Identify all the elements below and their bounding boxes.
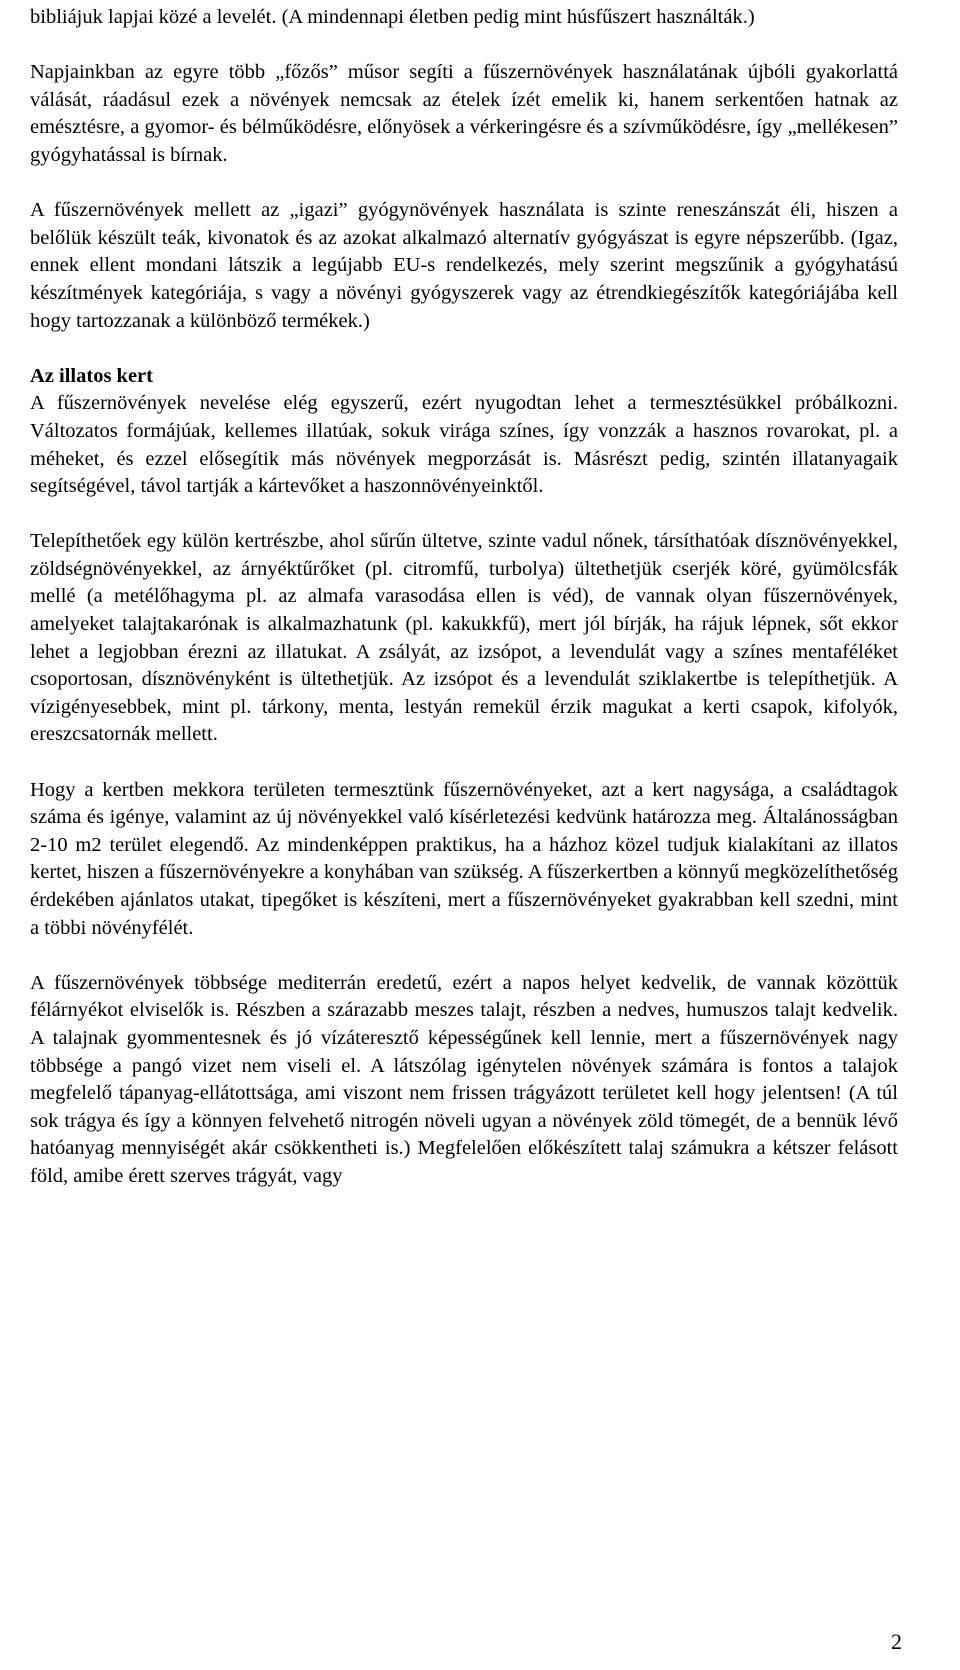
section-heading: Az illatos kert (30, 364, 153, 387)
paragraph-cooking-shows: Napjainkban az egyre több „főzős” műsor segíti a fűszernövények használatának újbóli gyakorlattá válását, ráadásul ezek a növények nemcsak az ételek ízét emelik ki, hanem serkentően hatnak az emésztésre, a gyomor- és bélműködésre, előnyösek a vérkeringésre és a szívműködésre, így „mellékesen” gyógyhatással is bírnak. (30, 61, 898, 166)
paragraph-planting: Telepíthetőek egy külön kertrészbe, ahol sűrűn ültetve, szinte vadul nőnek, társíthatóak dísznövényekkel, zöldségnövényekkel, az árnyéktűrőket (pl. citromfű, turbolya) ültethetjük cserjék köré, gyümölcsfák mellé (a metélőhagyma pl. az almafa varasodása ellen is véd), de vannak olyan fűszernövények, amelyeket talajtakarónak is alkalmazhatunk (pl. kakukkfű), mert jól bírják, ha rájuk lépnek, sőt ekkor lehet a legjobban érezni az illatukat. A zsályát, az izsópot, a levendulát vagy a színes mentaféléket csoportosan, dísznövényként is ültethetjük. Az izsópot és a levendulát sziklakertbe is telepíthetjük. A vízigényesebbek, mint pl. tárkony, menta, lestyán remekül érzik magukat a kerti csapok, kifolyók, ereszcsatornák mellett. (30, 530, 898, 746)
page-number: 2 (891, 1629, 902, 1654)
document-page (30, 4, 898, 1191)
paragraph-area: Hogy a kertben mekkora területen termesztünk fűszernövényeket, azt a kert nagysága, a családtagok száma és igénye, valamint az új növényekkel való kísérletezési kedvünk határozza meg. Általánosságban 2-10 m2 terület elegendő. Az mindenképpen praktikus, ha a házhoz közel tudjuk kialakítani az illatos kertet, hiszen a fűszernövényekre a konyhában van szükség. A fűszerkertben a könnyű megközelíthetőség érdekében ajánlatos utakat, tipegőket is készíteni, mert a fűszernövényeket gyakrabban kell szedni, mint a többi növényfélét. (30, 778, 898, 939)
paragraph-medicinal-herbs: A fűszernövények mellett az „igazi” gyógynövények használata is szinte reneszánszát éli, hiszen a belőlük készült teák, kivonatok és az azokat alkalmazó alternatív gyógyászat is egyre népszerűbb. (Igaz, ennek ellent mondani látszik a legújabb EU-s rendelkezés, mely szerint megszűnik a gyógyhatású készítmények kategóriája, s vagy a növényi gyógyszerek vagy az étrendkiegészítők kategóriájába kell hogy tartozzanak a különböző termékek.) (30, 199, 898, 332)
paragraph-soil: A fűszernövények többsége mediterrán eredetű, ezért a napos helyet kedvelik, de vannak közöttük félárnyékot elviselők is. Részben a szárazabb meszes talajt, részben a nedves, humuszos talajt kedvelik. A talajnak gyommentesnek és jó vízáteresztő képességűnek kell lennie, mert a fűszernövények nagy többsége a pangó vizet nem viseli el. A látszólag igénytelen növények számára is fontos a talajok megfelelő tápanyag-ellátottsága, ami viszont nem frissen trágyázott területet kell hogy jelentsen! (A túl sok trágya és így a könnyen felvehető nitrogén növeli ugyan a növények zöld tömegét, de a bennük lévő hatóanyag mennyiségét akár csökkentheti is.) Megfelelően előkészített talaj számukra a kétszer felásott föld, amibe érett szerves trágyát, vagy (30, 971, 898, 1187)
paragraph-growing: A fűszernövények nevelése elég egyszerű, ezért nyugodtan lehet a termesztésükkel próbálkozni. Változatos formájúak, kellemes illatúak, sokuk virága színes, így vonzzák a hasznos rovarokat, pl. a méheket, és ezzel elősegítik más növények megporzását is. Másrészt pedig, szintén illatanyagaik segítségével, távol tartják a kártevőket a haszonnövényeinktől. (30, 392, 898, 498)
paragraph-intro-end: bibliájuk lapjai közé a levelét. (A mindennapi életben pedig mint húsfűszert használták.) (30, 6, 755, 28)
